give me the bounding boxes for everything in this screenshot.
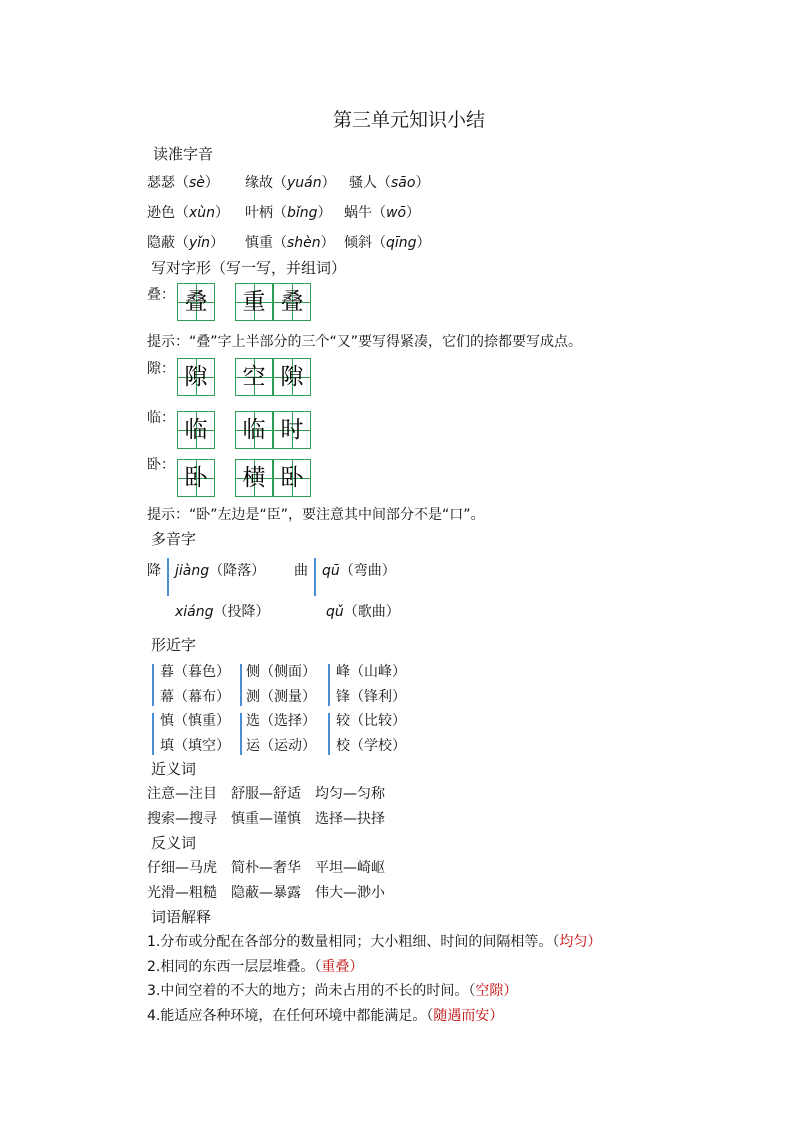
similar-word: 运（运动） — [246, 738, 316, 754]
brace — [240, 664, 242, 706]
writing-grid-cell: 空 — [235, 358, 273, 396]
antonym-row: 仔细—马虎 简朴—奢华 平坦—崎岖 — [147, 860, 385, 876]
brace — [240, 713, 242, 755]
writing-grid-cell: 隙 — [177, 358, 215, 396]
pron-item: 叶柄（bǐng） — [245, 205, 332, 221]
similar-word: 幕（幕布） — [160, 689, 230, 705]
similar-word: 较（比较） — [336, 713, 406, 729]
explanation-item: 1.分布或分配在各部分的数量相同；大小粗细、时间的间隔相等。（均匀） — [147, 934, 602, 950]
writing-grid-cell: 临 — [235, 411, 273, 449]
similar-word: 选（选择） — [246, 713, 316, 729]
answer-text: 均匀 — [559, 934, 588, 950]
similar-word: 峰（山峰） — [336, 664, 406, 680]
answer-text: 重叠 — [321, 959, 350, 975]
synonym-row: 注意—注目 舒服—舒适 均匀—匀称 — [147, 786, 385, 802]
writing-grid-cell: 叠 — [273, 283, 311, 321]
similar-word: 填（填空） — [160, 738, 230, 754]
polyphone-reading: qǔ（歌曲） — [326, 604, 400, 620]
similar-word: 锋（锋利） — [336, 689, 406, 705]
similar-word: 暮（暮色） — [160, 664, 230, 680]
brace — [152, 713, 154, 755]
explanation-item: 2.相同的东西一层层堆叠。（重叠） — [147, 959, 364, 975]
polyphone-reading: xiáng（投降） — [175, 604, 270, 620]
antonym-row: 光滑—粗糙 隐蔽—暴露 伟大—渺小 — [147, 885, 385, 901]
pron-item: 骚人（sāo） — [349, 175, 430, 191]
pron-item: 蜗牛（wō） — [344, 205, 421, 221]
writing-grid-cell: 卧 — [177, 459, 215, 497]
brace — [328, 713, 330, 755]
writing-grid-cell: 时 — [273, 411, 311, 449]
pron-item: 倾斜（qīng） — [344, 235, 431, 251]
grid-label: 临： — [147, 410, 175, 426]
writing-grid-cell: 叠 — [177, 283, 215, 321]
polyphone-char: 曲 — [294, 563, 308, 579]
writing-grid-cell: 横 — [235, 459, 273, 497]
pron-item: 逊色（xùn） — [147, 205, 230, 221]
synonym-row: 搜索—搜寻 慎重—谨慎 选择—抉择 — [147, 811, 385, 827]
section-synonyms: 近义词 — [151, 760, 197, 778]
section-writing: 写对字形（写一写，并组词） — [151, 259, 347, 277]
grid-label: 隙： — [147, 361, 175, 377]
similar-word: 校（学校） — [336, 738, 406, 754]
answer-text: 随遇而安 — [433, 1008, 490, 1024]
tip-text: 提示：“卧”左边是“臣”，要注意其中间部分不是“口”。 — [147, 507, 485, 523]
pron-item: 缘故（yuán） — [245, 175, 336, 191]
brace — [167, 558, 169, 596]
tip-text: 提示：“叠”字上半部分的三个“又”要写得紧凑，它们的捺都要写成点。 — [147, 334, 583, 350]
polyphone-reading: jiàng（降落） — [175, 563, 266, 579]
brace — [314, 558, 316, 596]
explanation-item: 3.中间空着的不大的地方；尚未占用的不长的时间。（空隙） — [147, 983, 518, 999]
pron-item: 隐蔽（yǐn） — [147, 235, 225, 251]
grid-label: 卧： — [147, 457, 175, 473]
explanation-item: 4.能适应各种环境，在任何环境中都能满足。（随遇而安） — [147, 1008, 504, 1024]
writing-grid-cell: 卧 — [273, 459, 311, 497]
answer-text: 空隙 — [475, 983, 504, 999]
section-antonyms: 反义词 — [151, 834, 197, 852]
section-similar: 形近字 — [151, 636, 197, 654]
writing-grid-cell: 临 — [177, 411, 215, 449]
page-title: 第三单元知识小结 — [333, 109, 486, 131]
pron-item: 瑟瑟（sè） — [147, 175, 219, 191]
writing-grid-cell: 重 — [235, 283, 273, 321]
similar-word: 侧（侧面） — [246, 664, 316, 680]
brace — [328, 664, 330, 706]
section-explanation: 词语解释 — [151, 908, 212, 926]
similar-word: 慎（慎重） — [160, 713, 230, 729]
polyphone-char: 降 — [147, 563, 161, 579]
brace — [152, 664, 154, 706]
grid-label: 叠： — [147, 287, 175, 303]
similar-word: 测（测量） — [246, 689, 316, 705]
pron-item: 慎重（shèn） — [245, 235, 335, 251]
section-polyphone: 多音字 — [151, 530, 197, 548]
section-reading: 读准字音 — [153, 145, 214, 163]
polyphone-reading: qū（弯曲） — [322, 563, 396, 579]
writing-grid-cell: 隙 — [273, 358, 311, 396]
